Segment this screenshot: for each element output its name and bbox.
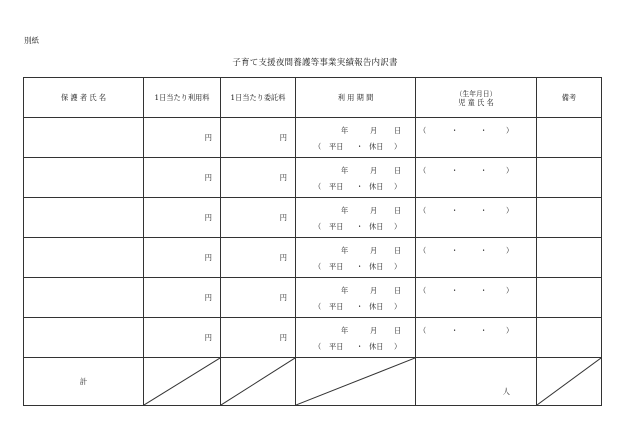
paren-open: （ bbox=[419, 126, 427, 135]
separator-dot: ・ bbox=[480, 166, 488, 175]
document-title: 子育て支援夜間養護等事業実績報告内訳書 bbox=[232, 58, 398, 68]
separator-dot: ・ bbox=[451, 246, 459, 255]
remarks-cell[interactable] bbox=[537, 278, 602, 318]
holiday-label: 休日 bbox=[369, 342, 384, 351]
paren-close: ） bbox=[394, 262, 402, 271]
child-cell[interactable] bbox=[416, 118, 537, 158]
guardian-name-cell[interactable] bbox=[24, 318, 144, 358]
separator-dot: ・ bbox=[480, 246, 488, 255]
year-label: 年 bbox=[341, 326, 349, 335]
weekday-label: 平日 bbox=[329, 142, 344, 151]
usage-period-cell[interactable] bbox=[296, 278, 416, 318]
paren-close: ） bbox=[506, 166, 514, 175]
usage-period-cell[interactable] bbox=[296, 198, 416, 238]
daily-fee-cell[interactable]: 円 bbox=[144, 158, 221, 198]
year-label: 年 bbox=[341, 286, 349, 295]
table-row bbox=[24, 158, 602, 198]
usage-period-total-blank bbox=[296, 358, 416, 406]
paren-close: ） bbox=[506, 126, 514, 135]
day-label: 日 bbox=[394, 206, 402, 215]
paren-open: （ bbox=[419, 166, 427, 175]
holiday-label: 休日 bbox=[369, 302, 384, 311]
remarks-cell[interactable] bbox=[537, 158, 602, 198]
separator-dot: ・ bbox=[356, 222, 364, 231]
diagonal-strike bbox=[296, 358, 415, 405]
diagonal-strike bbox=[221, 358, 295, 405]
table-row bbox=[24, 278, 602, 318]
day-label: 日 bbox=[394, 166, 402, 175]
holiday-label: 休日 bbox=[369, 222, 384, 231]
daily-fee-cell[interactable]: 円 bbox=[144, 318, 221, 358]
paren-open: （ bbox=[314, 302, 322, 311]
separator-dot: ・ bbox=[356, 262, 364, 271]
paren-close: ） bbox=[394, 142, 402, 151]
guardian-name-cell[interactable] bbox=[24, 158, 144, 198]
holiday-label: 休日 bbox=[369, 262, 384, 271]
separator-dot: ・ bbox=[451, 126, 459, 135]
daily-commission-cell[interactable]: 円 bbox=[221, 198, 296, 238]
separator-dot: ・ bbox=[451, 326, 459, 335]
remarks-cell[interactable] bbox=[537, 118, 602, 158]
table-row bbox=[24, 198, 602, 238]
paren-close: ） bbox=[506, 206, 514, 215]
paren-open: （ bbox=[314, 142, 322, 151]
month-label: 月 bbox=[370, 326, 378, 335]
diagonal-strike bbox=[144, 358, 220, 405]
usage-period-cell[interactable] bbox=[296, 158, 416, 198]
child-cell[interactable] bbox=[416, 318, 537, 358]
paren-open: （ bbox=[419, 286, 427, 295]
diagonal-strike bbox=[537, 358, 601, 405]
separator-dot: ・ bbox=[356, 302, 364, 311]
guardian-name-cell[interactable] bbox=[24, 118, 144, 158]
separator-dot: ・ bbox=[451, 206, 459, 215]
header-child bbox=[416, 78, 537, 118]
day-label: 日 bbox=[394, 126, 402, 135]
year-label: 年 bbox=[341, 246, 349, 255]
header-child-birthdate: （生年月日） bbox=[455, 89, 497, 98]
weekday-label: 平日 bbox=[329, 262, 344, 271]
daily-commission-cell[interactable]: 円 bbox=[221, 278, 296, 318]
daily-commission-cell[interactable]: 円 bbox=[221, 318, 296, 358]
header-remarks: 備考 bbox=[537, 78, 602, 118]
daily-fee-cell[interactable]: 円 bbox=[144, 198, 221, 238]
header-row bbox=[24, 78, 602, 118]
paren-open: （ bbox=[419, 326, 427, 335]
header-daily-fee: 1日当たり利用料 bbox=[144, 78, 221, 118]
paren-close: ） bbox=[394, 182, 402, 191]
guardian-name-cell[interactable] bbox=[24, 278, 144, 318]
weekday-label: 平日 bbox=[329, 302, 344, 311]
daily-fee-cell[interactable]: 円 bbox=[144, 238, 221, 278]
total-label: 計 bbox=[24, 358, 144, 406]
separator-dot: ・ bbox=[480, 326, 488, 335]
remarks-cell[interactable] bbox=[537, 318, 602, 358]
separator-dot: ・ bbox=[356, 142, 364, 151]
weekday-label: 平日 bbox=[329, 342, 344, 351]
daily-commission-cell[interactable]: 円 bbox=[221, 238, 296, 278]
paren-open: （ bbox=[314, 342, 322, 351]
weekday-label: 平日 bbox=[329, 182, 344, 191]
paren-close: ） bbox=[506, 286, 514, 295]
separator-dot: ・ bbox=[480, 206, 488, 215]
attachment-label: 別紙 bbox=[24, 36, 39, 45]
header-child-name: 児 童 氏 名 bbox=[458, 97, 494, 107]
holiday-label: 休日 bbox=[369, 182, 384, 191]
daily-commission-total-blank bbox=[221, 358, 296, 406]
daily-fee-total-blank bbox=[144, 358, 221, 406]
child-cell[interactable] bbox=[416, 238, 537, 278]
paren-open: （ bbox=[314, 222, 322, 231]
holiday-label: 休日 bbox=[369, 142, 384, 151]
paren-close: ） bbox=[506, 246, 514, 255]
paren-open: （ bbox=[314, 182, 322, 191]
paren-close: ） bbox=[394, 222, 402, 231]
guardian-name-cell[interactable] bbox=[24, 238, 144, 278]
weekday-label: 平日 bbox=[329, 222, 344, 231]
child-cell[interactable] bbox=[416, 278, 537, 318]
paren-close: ） bbox=[394, 342, 402, 351]
guardian-name-cell[interactable] bbox=[24, 198, 144, 238]
day-label: 日 bbox=[394, 286, 402, 295]
usage-period-cell[interactable] bbox=[296, 318, 416, 358]
separator-dot: ・ bbox=[480, 286, 488, 295]
header-usage-period: 利 用 期 間 bbox=[296, 78, 416, 118]
table-row bbox=[24, 118, 602, 158]
paren-close: ） bbox=[394, 302, 402, 311]
day-label: 日 bbox=[394, 246, 402, 255]
day-label: 日 bbox=[394, 326, 402, 335]
month-label: 月 bbox=[370, 246, 378, 255]
table-row bbox=[24, 238, 602, 278]
child-cell[interactable] bbox=[416, 158, 537, 198]
paren-open: （ bbox=[314, 262, 322, 271]
daily-fee-cell[interactable]: 円 bbox=[144, 118, 221, 158]
separator-dot: ・ bbox=[451, 286, 459, 295]
separator-dot: ・ bbox=[451, 166, 459, 175]
remarks-cell[interactable] bbox=[537, 238, 602, 278]
child-cell[interactable] bbox=[416, 198, 537, 238]
month-label: 月 bbox=[370, 166, 378, 175]
header-daily-commission: 1日当たり委託料 bbox=[221, 78, 296, 118]
paren-close: ） bbox=[506, 326, 514, 335]
month-label: 月 bbox=[370, 286, 378, 295]
usage-period-cell[interactable] bbox=[296, 118, 416, 158]
separator-dot: ・ bbox=[356, 342, 364, 351]
paren-open: （ bbox=[419, 206, 427, 215]
report-table bbox=[23, 77, 602, 406]
year-label: 年 bbox=[341, 166, 349, 175]
total-row bbox=[24, 358, 602, 406]
separator-dot: ・ bbox=[356, 182, 364, 191]
remarks-cell[interactable] bbox=[537, 198, 602, 238]
year-label: 年 bbox=[341, 126, 349, 135]
daily-commission-cell[interactable]: 円 bbox=[221, 158, 296, 198]
child-count-total-cell[interactable]: 人 bbox=[416, 358, 537, 406]
daily-commission-cell[interactable]: 円 bbox=[221, 118, 296, 158]
month-label: 月 bbox=[370, 126, 378, 135]
separator-dot: ・ bbox=[480, 126, 488, 135]
header-guardian-name: 保 護 者 氏 名 bbox=[24, 78, 144, 118]
table-row bbox=[24, 318, 602, 358]
daily-fee-cell[interactable]: 円 bbox=[144, 278, 221, 318]
remarks-total-blank bbox=[537, 358, 602, 406]
paren-open: （ bbox=[419, 246, 427, 255]
year-label: 年 bbox=[341, 206, 349, 215]
usage-period-cell[interactable] bbox=[296, 238, 416, 278]
month-label: 月 bbox=[370, 206, 378, 215]
